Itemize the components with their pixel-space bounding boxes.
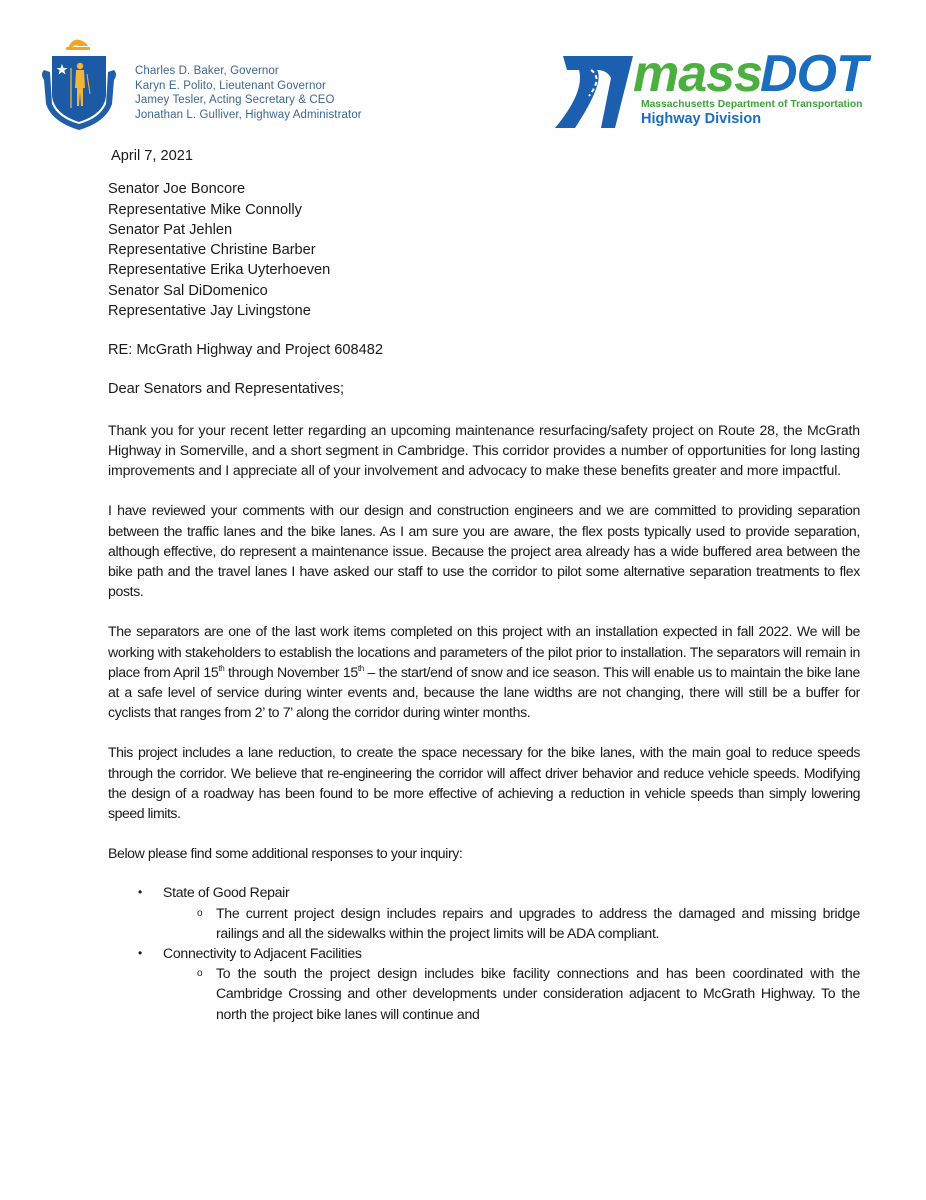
response-detail — [163, 963, 860, 1024]
paragraph-lane-reduction: This project includes a lane reduction, to create the space necessary for the bike lanes, with the main goal to reduce speeds through the corridor. We believe that re-engineering the corridor will affect driver behavior and reduce vehicle speeds. Modifying the design of a roadway has been found to be more effective of achieving a reduction in vehicle speeds than simply lowering speed limits. — [108, 744, 860, 821]
recipient: Representative Christine Barber — [108, 242, 316, 259]
official-governor: Charles D. Baker, Governor — [135, 65, 279, 77]
letter-body — [108, 146, 860, 1024]
paragraph-thanks: Thank you for your recent letter regarding an upcoming maintenance resurfacing/safety project on Route 28, the McGrath Highway in Somerville, and a short segment in Cambridge. This corridor provides a number of opportunities for long lasting improvements and I appreciate all of your involvement and advocacy to make these benefits greater and more impactful. — [108, 421, 860, 479]
response-details — [163, 963, 860, 1024]
logo-mass-text: mass — [633, 45, 762, 103]
response-item — [108, 882, 860, 943]
hollow-bullet-icon: o — [197, 968, 203, 980]
salutation: Dear Senators and Representatives; — [108, 381, 345, 398]
official-lieutenant-governor: Karyn E. Polito, Lieutenant Governor — [135, 79, 326, 92]
massachusetts-seal-icon — [38, 34, 120, 134]
recipient: Representative Mike Connolly — [108, 201, 302, 218]
subject-line: RE: McGrath Highway and Project 608482 — [108, 342, 383, 359]
recipient-list — [108, 179, 860, 321]
paragraph-separation: I have reviewed your comments with our design and construction engineers and we are committed to providing separation between the traffic lanes and the bike lanes. As I am sure you are aware, the flex posts typically used to provide separation, although effective, do represent a maintenance issue. Because the project area already has a wide buffered area between the bike path and the travel lanes I have asked our staff to use the corridor to pilot some alternative separation treatments to flex posts. — [108, 502, 860, 600]
response-topic: State of Good Repair — [163, 884, 290, 901]
response-detail-text: To the south the project design includes bike facility connections and has been coordinated with the Cambridge Crossing and other developments under consideration adjacent to McGrath Highway. To the north the project bike lanes will continue and — [216, 965, 860, 1022]
massdot-logo — [555, 45, 885, 132]
bullet-icon: • — [138, 885, 142, 900]
responses-list — [108, 882, 860, 1023]
p3-text-a: The separators are one of the last work items completed on this project with an installation expected in fall 2022. We will be working with stakeholders to establish the locations and parameters of the pilot prior to installation. The separators will remain in place from April 15 — [108, 623, 860, 680]
official-secretary: Jamey Tesler, Acting Secretary & CEO — [135, 94, 335, 106]
recipient: Representative Erika Uyterhoeven — [108, 262, 331, 279]
hollow-bullet-icon: o — [197, 907, 203, 919]
response-topic: Connectivity to Adjacent Facilities — [163, 944, 362, 961]
bullet-icon: • — [138, 945, 142, 960]
p3-text-b: through November 15 — [224, 663, 358, 680]
response-details — [163, 903, 860, 943]
ordinal-suffix: th — [357, 663, 364, 673]
p3-text-c: – the start/end of snow and ice season. This will enable us to maintain the bike lane at a safe level of service during winter events and, because the lane widths are not changing, there will still be a buffer for cyclists that ranges from 2’ to 7’ along the corridor during winter months. — [108, 663, 860, 721]
recipient: Representative Jay Livingstone — [108, 302, 311, 319]
recipient: Senator Sal DiDomenico — [108, 282, 268, 299]
ordinal-suffix: th — [218, 663, 225, 673]
recipient: Senator Pat Jehlen — [108, 221, 233, 238]
logo-division-name: Highway Division — [641, 111, 762, 127]
letterhead-officials — [135, 64, 362, 122]
response-item — [108, 943, 860, 1024]
massdot-road-icon — [555, 52, 633, 128]
logo-dot-text: DOT — [760, 45, 867, 103]
official-highway-administrator: Jonathan L. Gulliver, Highway Administrator — [135, 108, 362, 121]
response-detail — [163, 903, 860, 943]
responses-intro: Below please find some additional responses to your inquiry: — [108, 845, 463, 862]
letter-date: April 7, 2021 — [111, 148, 193, 164]
logo-department-name: Massachusetts Department of Transportation — [641, 99, 863, 110]
paragraph-separators-schedule — [108, 621, 860, 722]
response-detail-text: The current project design includes repairs and upgrades to address the damaged and missing bridge railings and all the sidewalks within the project limits will be ADA compliant. — [216, 904, 860, 941]
recipient: Senator Joe Boncore — [108, 181, 246, 198]
